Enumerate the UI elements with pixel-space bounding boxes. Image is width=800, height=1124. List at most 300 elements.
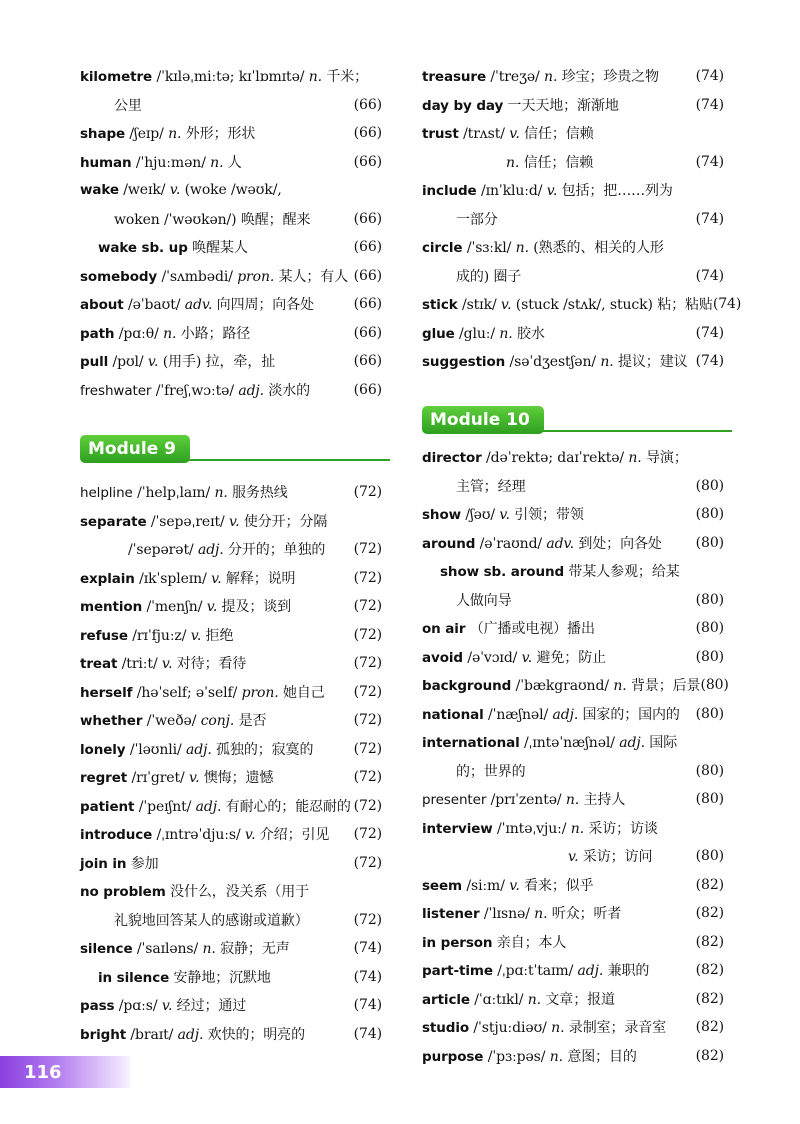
headword: show [422,507,461,523]
definition: 没什么，没关系（用于 [170,884,310,900]
part-of-speech: conj. [200,713,235,729]
headword: lonely [80,741,126,758]
entry-text [80,95,142,115]
entry-text [422,476,526,496]
part-of-speech: n. [551,1020,565,1036]
page-reference: (72) [353,569,382,586]
definition: 录制室；录音室 [564,1020,667,1036]
part-of-speech: n. [628,450,642,466]
vocab-entry [422,899,724,928]
phonetic: /ˈtreʒə/ [486,69,545,85]
entry-text [80,182,282,198]
entry-text [422,209,498,229]
vocab-entry [80,678,382,707]
entry-line [422,233,724,261]
vocab-entry [80,233,382,262]
headword: in silence [98,969,170,986]
vocab-entry [80,119,382,148]
headword: director [422,450,482,466]
headword: somebody [80,268,158,285]
headword: studio [422,1020,470,1036]
entry-text [422,932,566,952]
part-of-speech: adj. [195,798,222,815]
definition: 提议；建议 [613,354,688,370]
phonetic: /pʊl/ [108,354,148,370]
headword: no problem [80,884,166,900]
phonetic: /ɪkˈspleɪn/ [134,570,212,587]
page-reference: (72) [353,655,382,671]
entry-line [80,119,382,147]
vocab-entry [80,507,382,564]
page-reference: (66) [353,381,382,398]
definition: 导演； [641,450,688,466]
entry-line [80,592,382,620]
entry-line [422,985,724,1013]
vocab-entry [422,928,724,957]
part-of-speech: pron. [241,684,279,701]
page-reference: (82) [695,990,724,1007]
headword: pass [80,998,115,1014]
entry-line [80,262,382,290]
page-reference: (72) [353,854,382,871]
page-reference: (80) [695,762,724,779]
entry-text [80,539,325,559]
entry-line [422,500,724,528]
phonetic: /ˈləʊnli/ [125,741,186,758]
headword: wake [80,182,119,198]
phonetic: /əˈbaʊt/ [123,297,185,313]
entry-text [80,824,329,844]
entry-line [80,62,382,90]
phonetic: /ˈweðə/ [142,713,201,729]
entry-line [80,176,382,204]
phonetic: /əˈraʊnd/ [475,535,547,552]
page-reference: (72) [353,769,382,785]
vocab-entry [422,176,724,233]
entry-text [80,853,159,873]
phonetic: /siːm/ [462,877,510,894]
entry-text [80,796,351,816]
vocab-entry [422,119,724,176]
page-number: 116 [0,1056,130,1088]
definition: 寂静；无声 [215,941,290,957]
entry-text [422,66,659,86]
vocab-entry [80,849,382,878]
headword: herself [80,684,133,701]
entry-line [422,148,724,176]
phonetic: /rɪˈgret/ [127,770,189,786]
headword: regret [80,770,128,786]
definition: (用手) 拉，牵，扯 [158,354,276,370]
definition: 引领；带领 [509,507,584,523]
definition: 安静地；沉默地 [173,969,271,986]
vocab-entry [422,500,724,529]
definition: 包括；把……列为 [557,183,673,199]
vocab-entry [80,347,382,376]
headword: mention [80,599,143,615]
entry-line [80,564,382,592]
entry-text [422,533,662,553]
part-of-speech: adj. [552,706,579,723]
phonetic: /ˈfreʃˌwɔːtə/ [151,382,239,399]
headword: seem [422,877,463,894]
vocab-entry [422,728,724,785]
entry-line [80,706,382,734]
entry-text [80,568,295,588]
page-reference: (74) [353,968,382,985]
phonetic: /ˈɪntəˌvjuː/ [492,820,571,837]
definition: woken /ˈwəʊkən/) 唤醒；醒来 [114,211,311,228]
page-reference: (66) [353,96,382,113]
phonetic: /ˈstjuːdiəʊ/ [469,1020,552,1036]
page-reference: (80) [695,848,724,864]
definition: 分开的；单独的 [223,542,326,558]
entry-line [80,934,382,962]
module-header [422,404,732,438]
headword: human [80,154,132,171]
entry-text [422,761,526,781]
entry-line [422,842,724,870]
phonetic: /ˈnæʃnəl/ [483,706,553,723]
definition: 懊悔；遗憾 [199,770,274,786]
phonetic: /ʃəʊ/ [461,507,500,523]
vocab-entry [80,792,382,821]
definition: 某人；有人 [274,268,349,285]
part-of-speech: v. [161,998,173,1014]
definition: 人 [223,154,242,171]
entry-line [422,91,724,119]
entry-text [80,1024,305,1044]
entry-text [80,482,288,502]
entry-line [422,785,724,813]
phonetic: /ˌɪntəˈnæʃnəl/ [519,735,620,751]
phonetic: /gluː/ [454,325,500,342]
phonetic: /braɪt/ [126,1026,178,1043]
headword: national [422,706,484,723]
vocab-entry [80,963,382,992]
entry-text [80,351,275,371]
page-reference: (74) [353,1025,382,1042]
entry-line [422,757,724,785]
vocab-entry [80,649,382,678]
entry-text [422,704,680,724]
headword: refuse [80,627,128,644]
entry-text [422,95,619,115]
entry-line [80,877,382,905]
headword: on air [422,621,466,637]
vocab-entry [80,592,382,621]
phonetic: /ˈsepərət/ [128,542,198,558]
vocab-entry [422,614,724,643]
entry-line [80,376,382,404]
page-reference: (72) [353,683,382,700]
entry-text [80,66,368,86]
definition: 外形；形状 [181,126,256,142]
vocab-entry [80,621,382,650]
part-of-speech: v. [546,183,558,199]
page-reference: (66) [353,296,382,312]
definition: 礼貌地回答某人的感谢或道歉） [114,912,309,929]
headword: wake sb. up [98,240,188,256]
vocab-entry [422,814,724,871]
vocab-entry [80,319,382,348]
entry-text [422,294,713,314]
vocab-entry [422,985,724,1014]
page-reference: (82) [695,1047,724,1064]
page-reference: (66) [353,353,382,369]
vocab-entry [80,176,382,233]
phonetic: /ˈlɪsnə/ [479,906,535,922]
page-reference: (74) [695,153,724,170]
entry-line [422,529,724,557]
definition: 国际 [644,735,678,751]
phonetic: /dəˈrektə; daɪˈrektə/ [481,450,629,466]
vocab-entry [80,991,382,1020]
vocab-entry [422,347,724,376]
headword: freshwater [80,382,152,399]
phonetic: /ˈpeɪʃnt/ [134,798,196,815]
entry-line [80,649,382,677]
headword: shape [80,126,126,142]
part-of-speech: v. [500,297,512,313]
headword: around [422,535,476,552]
phonetic: /ˈsʌmbədi/ [157,268,238,285]
entry-text [422,123,594,143]
entry-line [80,205,382,233]
page-reference: (72) [353,484,382,500]
phonetic: /ˈɑːtɪkl/ [469,991,528,1008]
entry-text [80,767,273,787]
entry-text [422,590,512,610]
definition: 背景；后景 [626,678,701,694]
entry-text [80,152,242,172]
phonetic: /ˈhjuːmən/ [131,154,211,171]
entry-line [422,62,724,90]
page-reference: (74) [695,96,724,113]
phonetic: /ʃeɪp/ [125,126,169,142]
page-reference: (72) [353,826,382,842]
part-of-speech: v. [211,570,222,587]
headword: listener [422,906,480,922]
vocab-entry [80,62,382,119]
definition: 避免；防止 [532,649,607,666]
page-reference: (80) [695,620,724,636]
definition: 看来；似乎 [519,877,594,894]
entry-line [422,614,724,642]
phonetic: /ˈsepəˌreɪt/ [146,513,229,530]
definition: 到处；向各处 [574,535,662,552]
headword: about [80,297,124,313]
page-reference: (80) [700,677,729,693]
entry-text [422,561,680,581]
headword: purpose [422,1048,484,1065]
vocab-entry [422,62,724,91]
definition: 胶水 [512,325,545,342]
page-reference: (82) [695,876,724,893]
page-reference: (74) [695,267,724,284]
entry-text [80,294,314,314]
entry-text [80,511,327,531]
entry-text [422,266,521,286]
entry-text [422,647,606,667]
page-reference: (66) [353,239,382,255]
entry-line [422,443,724,471]
entry-text [80,596,291,616]
definition: (stuck /stʌk/, stuck) 粘；粘贴 [511,297,713,313]
vocab-entry [80,478,382,507]
page-reference: (66) [353,324,382,341]
entry-text [422,237,664,257]
headword: international [422,735,520,751]
headword: whether [80,713,143,729]
definition: 意图；目的 [562,1048,637,1065]
vocab-entry [80,290,382,319]
entry-line [422,671,729,699]
part-of-speech: v. [244,827,256,843]
definition: (woke /wəʊk/, [180,182,282,198]
headword: trust [422,126,459,142]
headword: background [422,678,512,694]
part-of-speech: adj. [238,382,265,399]
entry-line [80,963,382,991]
entry-line [422,119,724,147]
entry-line [422,956,724,984]
part-of-speech: adj. [619,735,645,751]
phonetic: /triːt/ [117,656,162,672]
vocab-entry [422,643,724,672]
headword: treat [80,656,118,672]
entry-line [80,290,382,318]
entry-line [80,906,382,934]
entry-text [80,380,310,400]
phonetic: /ˌɪntrəˈdjuːs/ [152,827,245,843]
vocab-entry [80,763,382,792]
module-title: Module 10 [422,406,544,434]
page-reference: (74) [712,296,742,312]
entry-text [80,237,248,257]
entry-text [422,675,700,695]
definition: 拒绝 [201,627,234,644]
headword: glue [422,325,455,342]
headword: introduce [80,827,153,843]
phonetic: /ˈsaɪləns/ [132,941,203,957]
phonetic: /həˈself; əˈself/ [132,684,242,701]
vocab-entry [422,871,724,900]
part-of-speech: v. [206,599,218,615]
part-of-speech: n. [534,906,548,922]
page-reference: (80) [695,791,724,807]
part-of-speech: n. [214,485,228,501]
entry-text [80,881,309,901]
definition: 文章；报道 [541,991,615,1008]
module-title: Module 9 [80,435,190,463]
vocab-entry [80,877,382,934]
page-reference: (74) [695,68,724,84]
entry-line [422,176,724,204]
entry-line [422,262,724,290]
entry-line [422,899,724,927]
entry-line [422,643,724,671]
phonetic: /weɪk/ [118,182,170,198]
part-of-speech: n. [210,154,224,171]
vocab-entry [80,706,382,735]
vocab-entry [422,319,724,348]
definition: 介绍；引见 [255,827,330,843]
entry-line [80,763,382,791]
phonetic: /ɪnˈkluːd/ [476,183,547,199]
definition: 主管；经理 [456,478,526,495]
page-reference: (72) [353,797,382,814]
definition: 小路；路径 [176,325,251,342]
page-reference: (72) [353,598,382,614]
definition: 主持人 [579,792,626,808]
definition: 对待；看待 [172,656,247,672]
part-of-speech: v. [190,627,202,644]
vocab-entry [422,785,724,814]
entry-line [422,871,724,899]
definition: 珍宝；珍贵之物 [557,69,659,85]
entry-line [80,820,382,848]
definition: 采访；访问 [578,849,653,865]
vocab-entry [422,529,724,558]
headword: silence [80,941,133,957]
entry-line [422,557,724,585]
page-reference: (72) [353,911,382,928]
part-of-speech: adv. [546,535,575,552]
page-reference: (66) [353,267,382,284]
part-of-speech: n. [308,69,323,85]
definition: 采访；访谈 [583,820,658,837]
part-of-speech: pron. [237,268,275,285]
definition: 孤独的；寂寞的 [211,741,314,758]
part-of-speech: n. [499,325,513,342]
part-of-speech: v. [161,656,173,672]
entry-text [80,266,348,286]
entry-text [422,875,594,895]
part-of-speech: n. [544,69,558,85]
entry-text [422,1046,637,1066]
part-of-speech: n. [506,154,520,171]
part-of-speech: n. [570,820,584,837]
part-of-speech: v. [509,126,520,142]
phonetic: /pɑːθ/ [114,325,164,342]
entry-text [80,995,246,1015]
part-of-speech: v. [147,354,159,370]
entry-line [80,535,382,563]
phonetic: /ˈsɜːkl/ [462,240,516,256]
part-of-speech: v. [228,513,240,530]
page-reference: (80) [695,477,724,494]
vocab-entry [80,262,382,291]
vocab-entry [80,1020,382,1049]
definition: 亲自；本人 [496,934,567,951]
part-of-speech: n. [163,325,177,342]
headword: helpline [80,485,133,501]
part-of-speech: v. [188,770,200,786]
definition: 国家的；国内的 [578,706,680,723]
definition: 听众；听者 [547,906,622,922]
entry-line [80,507,382,535]
vocab-entry [422,290,742,319]
entry-text [422,351,688,371]
definition: 是否 [234,713,267,729]
phonetic: /ˈpɜːpəs/ [483,1048,550,1065]
entry-text [422,618,595,638]
headword: treasure [422,69,487,85]
headword: explain [80,570,135,587]
headword: in person [422,934,493,951]
page-reference: (80) [695,506,724,522]
